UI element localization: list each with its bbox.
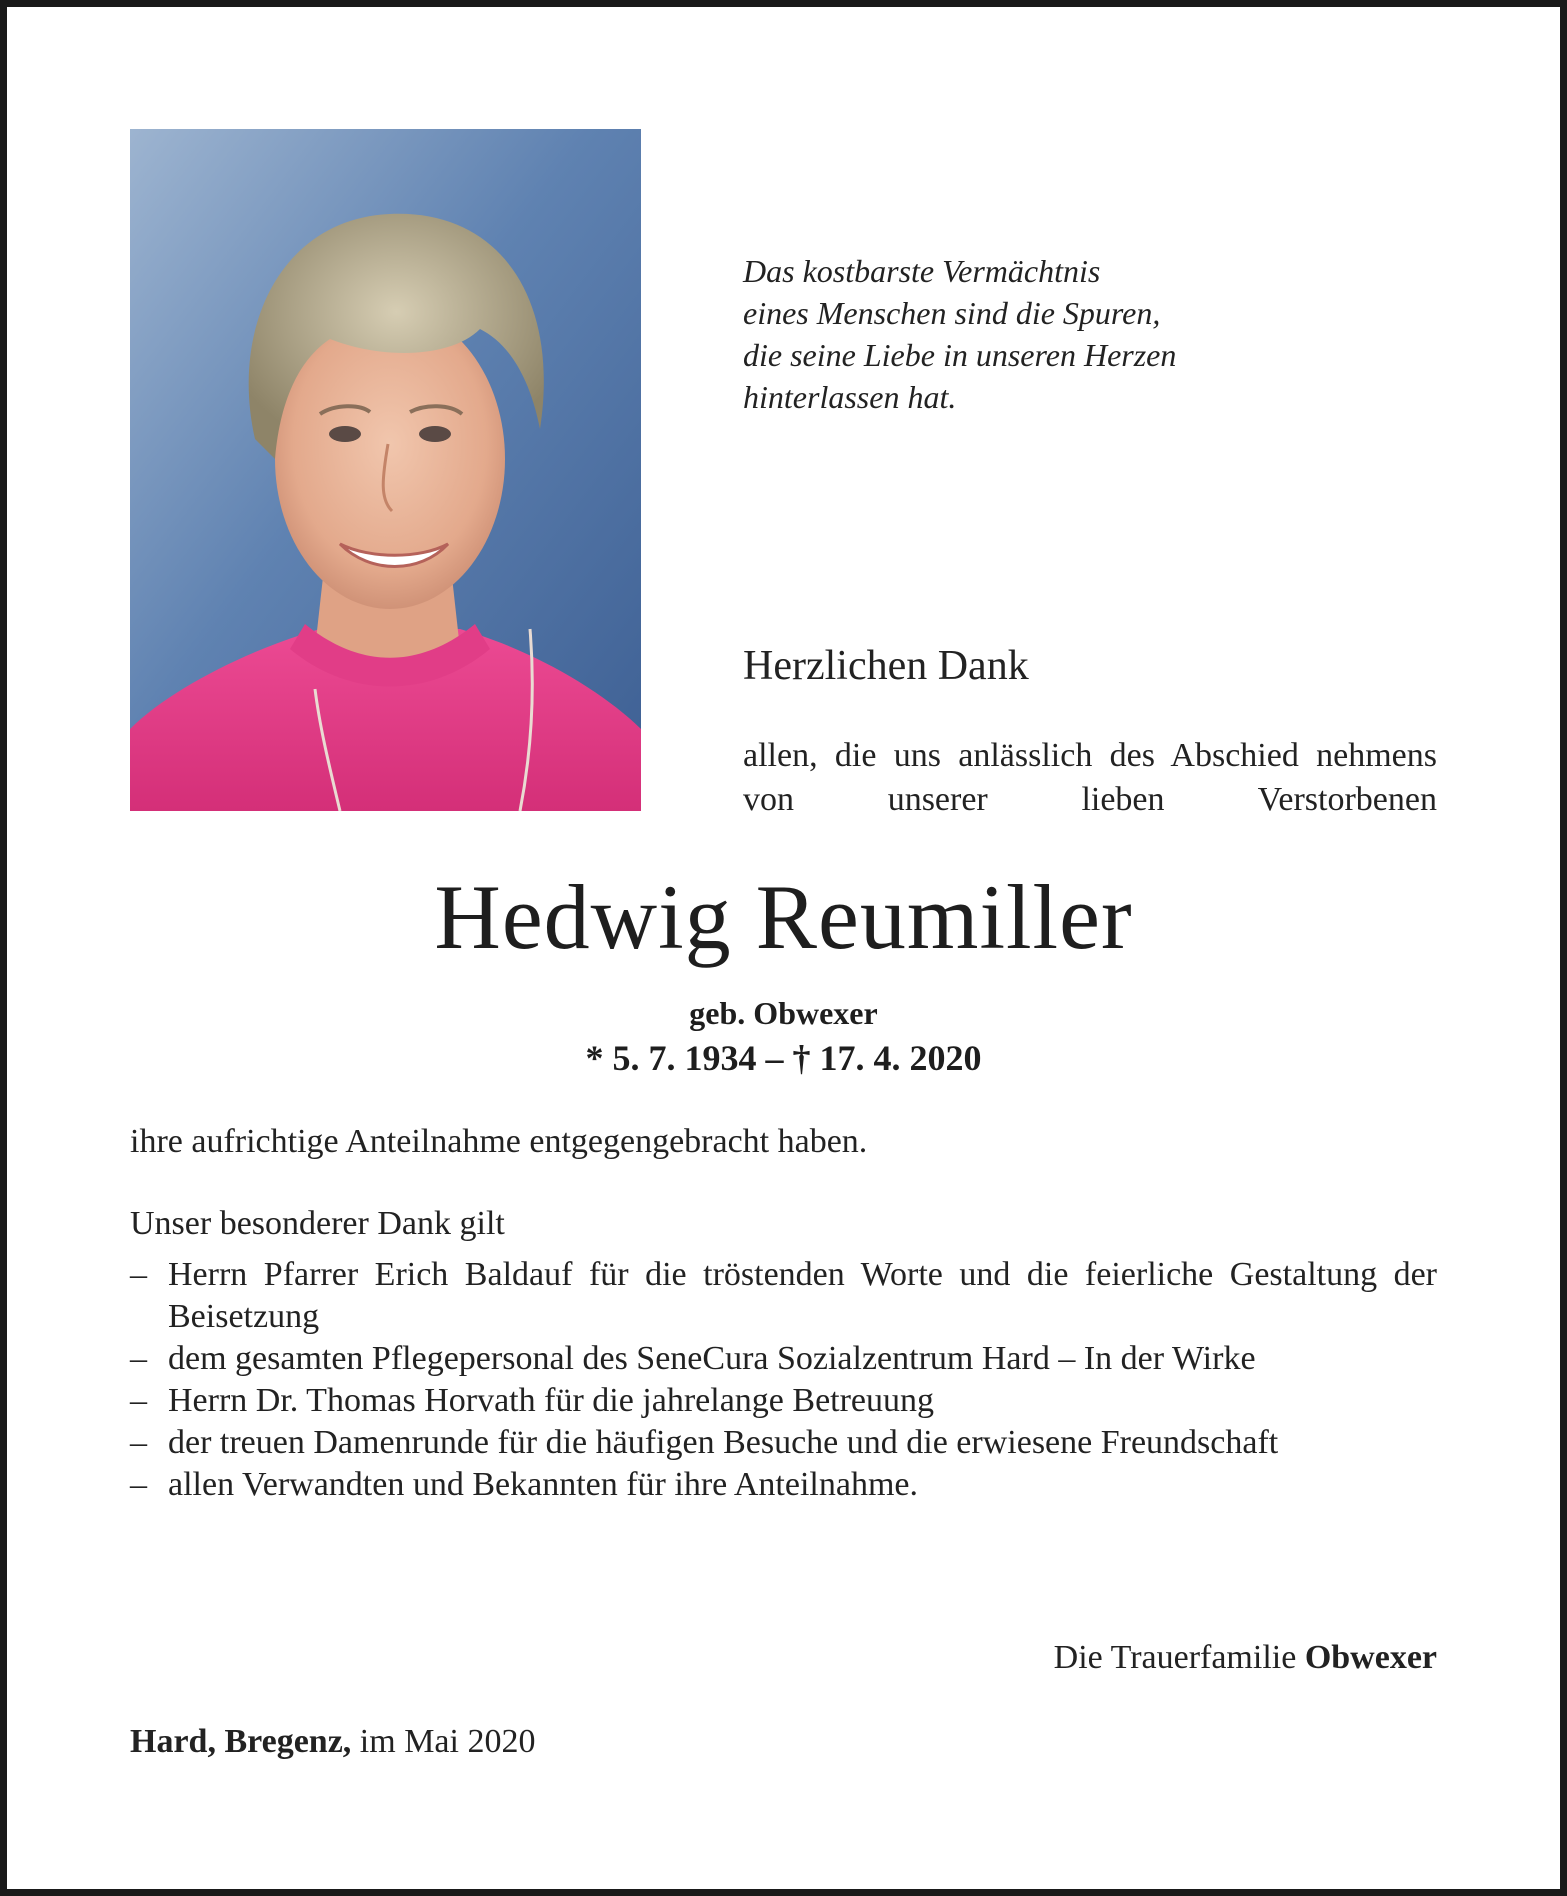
family-name: Obwexer xyxy=(1304,1639,1437,1676)
quote-line: Das kostbarste Vermächtnis xyxy=(743,253,1101,289)
deceased-name: Hedwig Reumiller xyxy=(434,866,1133,968)
thanks-heading: Herzlichen Dank xyxy=(743,643,1029,689)
list-item: – Herrn Dr. Thomas Horvath für die jahrelange Betreuung xyxy=(130,1380,1437,1422)
signature-prefix: Die Trauerfamilie xyxy=(1053,1639,1297,1676)
thanks-text: allen, die uns anlässlich des Abschied nehmens von unserer lieben Verstorbenen xyxy=(743,737,1437,818)
sympathy-line: ihre aufrichtige Anteilnahme entgegengebracht haben. xyxy=(130,1123,868,1160)
list-item: – dem gesamten Pflegepersonal des SeneCura Sozialzentrum Hard – In der Wirke xyxy=(130,1338,1437,1380)
family-signature xyxy=(700,1636,1437,1680)
portrait-photo xyxy=(130,129,641,811)
list-item: – der treuen Damenrunde für die häufigen Besuche und die erwiesene Freundschaft xyxy=(130,1422,1437,1464)
quote-line: eines Menschen sind die Spuren, xyxy=(743,295,1161,331)
quote-line: die seine Liebe in unseren Herzen xyxy=(743,337,1177,373)
birth-name: geb. Obwexer xyxy=(689,995,878,1031)
place: Hard, Bregenz, xyxy=(130,1723,352,1760)
life-dates: * 5. 7. 1934 – † 17. 4. 2020 xyxy=(585,1038,982,1078)
list-item: – allen Verwandten und Bekannten für ihre Anteilnahme. xyxy=(130,1464,1437,1506)
date: im Mai 2020 xyxy=(359,1723,536,1760)
special-thanks-list xyxy=(130,1254,1437,1506)
memorial-quote xyxy=(743,250,1443,418)
special-thanks-intro: Unser besonderer Dank gilt xyxy=(130,1205,505,1242)
list-item: – Herrn Pfarrer Erich Baldauf für die tröstenden Worte und die feierliche Gestaltung der Beisetzung xyxy=(130,1254,1437,1338)
quote-line: hinterlassen hat. xyxy=(743,379,957,415)
place-date xyxy=(130,1720,1030,1764)
